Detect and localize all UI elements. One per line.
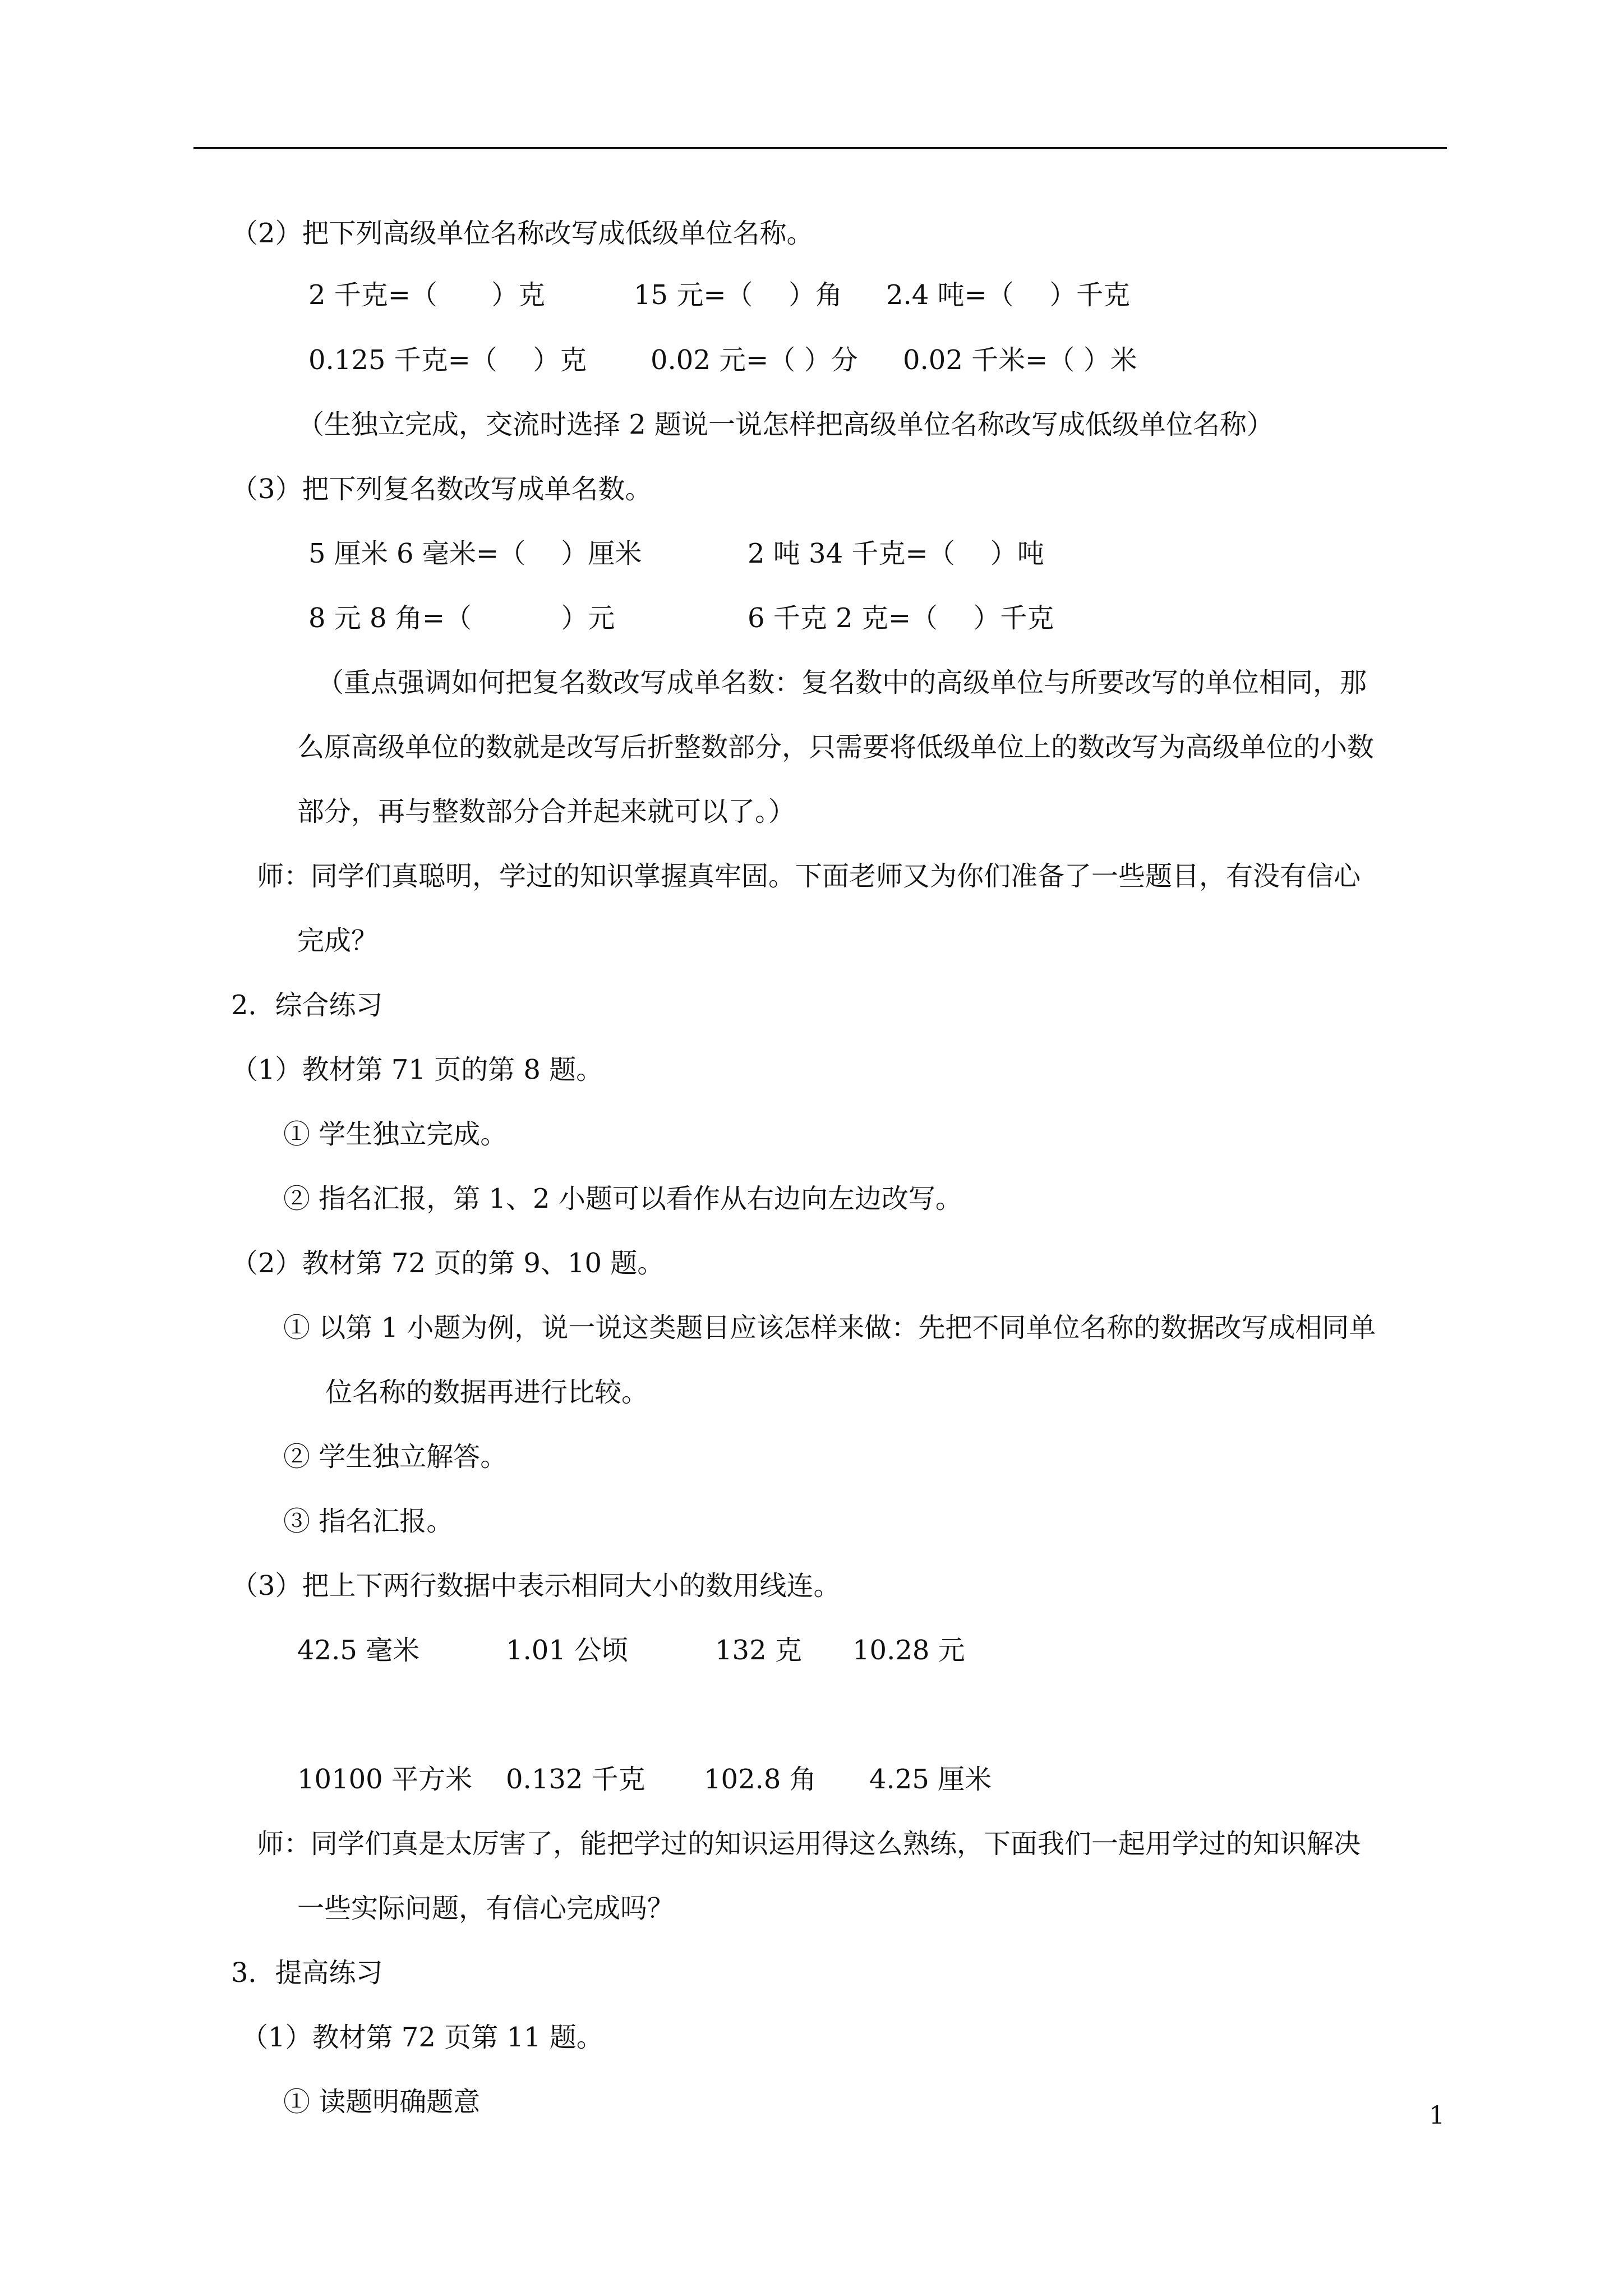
match-value: 102.8 角 (704, 1764, 817, 1795)
page-number: 1 (1429, 2101, 1445, 2130)
q2-note: （生独立完成，交流时选择 2 题说一说怎样把高级单位名称改写成低级单位名称） (297, 409, 1274, 440)
section-title: 3．提高练习 (231, 1957, 383, 1989)
teacher-remark: 师：同学们真是太厉害了，能把学过的知识运用得这么熟练，下面我们一起用学过的知识解决 (257, 1828, 1361, 1860)
q3-title: （3）把下列复名数改写成单名数。 (231, 473, 652, 505)
match-value: 132 克 (715, 1635, 802, 1666)
q2-item: 0.02 元=（ ）分 (651, 344, 858, 376)
q2-item: 2 千克=（ ）克 (308, 279, 546, 311)
question: （2）教材第 72 页的第 9、10 题。 (231, 1248, 665, 1279)
match-value: 10.28 元 (852, 1635, 965, 1666)
teacher-remark: 一些实际问题，有信心完成吗？ (297, 1893, 675, 1924)
question: （1）教材第 72 页第 11 题。 (241, 2022, 603, 2053)
emphasis-text: 么原高级单位的数就是改写后折整数部分，只需要将低级单位上的数改写为高级单位的小数 (297, 731, 1375, 763)
match-value: 10100 平方米 (297, 1764, 472, 1795)
header-rule (193, 147, 1447, 149)
emphasis-text: 部分，再与整数部分合并起来就可以了。） (297, 796, 796, 827)
q3-item: 6 千克 2 克=（ ）千克 (748, 602, 1054, 634)
step: ③ 指名汇报。 (283, 1506, 454, 1537)
teacher-remark: 完成？ (297, 925, 379, 956)
q3-item: 2 吨 34 千克=（ ）吨 (748, 538, 1044, 569)
step: ② 指名汇报，第 1、2 小题可以看作从右边向左边改写。 (283, 1183, 962, 1214)
q2-item: 2.4 吨=（ ）千克 (886, 279, 1131, 311)
match-value: 0.132 千克 (506, 1764, 645, 1795)
q2-item: 15 元=（ ）角 (634, 279, 842, 311)
question: （1）教材第 71 页的第 8 题。 (231, 1054, 603, 1085)
section-title: 2．综合练习 (231, 990, 383, 1021)
q3-item: 8 元 8 角=（ ）元 (308, 602, 615, 634)
match-value: 1.01 公顷 (506, 1635, 629, 1666)
step: 位名称的数据再进行比较。 (325, 1377, 649, 1408)
q2-item: 0.125 千克=（ ）克 (308, 344, 587, 376)
q2-item: 0.02 千米=（ ）米 (903, 344, 1137, 376)
step: ① 学生独立完成。 (283, 1119, 508, 1150)
step: ① 以第 1 小题为例，说一说这类题目应该怎样来做：先把不同单位名称的数据改写成相同单 (283, 1312, 1376, 1343)
emphasis-text: （重点强调如何把复名数改写成单名数：复名数中的高级单位与所要改写的单位相同，那 (317, 667, 1367, 698)
q2-title: （2）把下列高级单位名称改写成低级单位名称。 (231, 218, 814, 249)
step: ② 学生独立解答。 (283, 1441, 508, 1473)
teacher-remark: 师：同学们真聪明，学过的知识掌握真牢固。下面老师又为你们准备了一些题目，有没有信心 (257, 861, 1361, 892)
match-value: 42.5 毫米 (297, 1635, 420, 1666)
step: ① 读题明确题意 (283, 2086, 481, 2118)
question: （3）把上下两行数据中表示相同大小的数用线连。 (231, 1570, 841, 1602)
match-value: 4.25 厘米 (869, 1764, 992, 1795)
q3-item: 5 厘米 6 毫米=（ ）厘米 (308, 538, 642, 569)
